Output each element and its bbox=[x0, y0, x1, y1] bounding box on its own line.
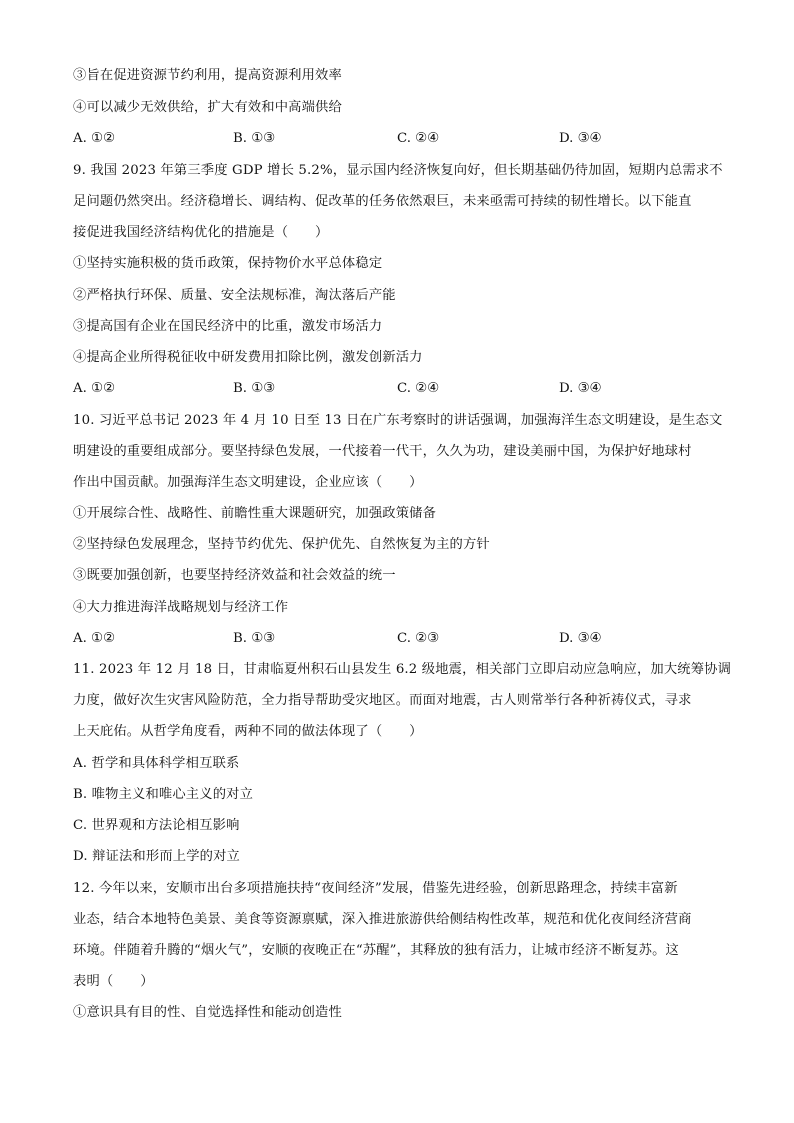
text-line: ③旨在促进资源节约利用，提高资源利用效率 bbox=[73, 68, 342, 83]
text-line: 表明（ ） bbox=[73, 974, 154, 989]
text-line: 作出中国贡献。加强海洋生态文明建设，企业应该（ ） bbox=[73, 475, 423, 490]
text-line: ③既要加强创新，也要坚持经济效益和社会效益的统一 bbox=[73, 568, 396, 583]
text-line: A. 哲学和具体科学相互联系 bbox=[73, 756, 240, 771]
answer-option: B. ①③ bbox=[233, 381, 276, 396]
text-line: 力度，做好次生灾害风险防范，全力指导帮助受灾地区。而面对地震，古人则常举行各种祈祷仪式，寻求 bbox=[73, 693, 692, 708]
text-line: 业态，结合本地特色美景、美食等资源禀赋，深入推进旅游供给侧结构性改革，规范和优化夜间经济营商 bbox=[73, 912, 692, 927]
text-line: 接促进我国经济结构优化的措施是（ ） bbox=[73, 225, 329, 240]
text-line: ①意识具有目的性、自觉选择性和能动创造性 bbox=[73, 1005, 342, 1020]
text-line: 明建设的重要组成部分。要坚持绿色发展，一代接着一代干，久久为功，建设美丽中国，为保护好地球村 bbox=[73, 444, 692, 459]
text-line: ①开展综合性、战略性、前瞻性重大课题研究，加强政策储备 bbox=[73, 506, 437, 521]
answer-options bbox=[73, 630, 723, 648]
answer-option: B. ①③ bbox=[233, 131, 276, 146]
text-line: 足问题仍然突出。经济稳增长、调结构、促改革的任务依然艰巨，未来亟需可持续的韧性增长。以下能直 bbox=[73, 194, 692, 209]
text-line: 12. 今年以来，安顺市出台多项措施扶持“夜间经济”发展，借鉴先进经验，创新思路理念，持续丰富新 bbox=[73, 881, 678, 896]
answer-option: C. ②③ bbox=[397, 631, 439, 646]
text-line: ④可以减少无效供给，扩大有效和中高端供给 bbox=[73, 100, 342, 115]
text-line: 11. 2023 年 12 月 18 日，甘肃临夏州积石山县发生 6.2 级地震，相关部门立即启动应急响应，加大统筹协调 bbox=[73, 662, 732, 677]
answer-option: C. ②④ bbox=[397, 381, 439, 396]
text-line: ④提高企业所得税征收中研发费用扣除比例，激发创新活力 bbox=[73, 350, 423, 365]
text-line: C. 世界观和方法论相互影响 bbox=[73, 818, 240, 833]
text-line: 10. 习近平总书记 2023 年 4 月 10 日至 13 日在广东考察时的讲话强调，加强海洋生态文明建设，是生态文 bbox=[73, 413, 723, 428]
text-line: 环境。伴随着升腾的“烟火气”，安顺的夜晚正在“苏醒”，其释放的独有活力，让城市经济不断复苏。这 bbox=[73, 943, 680, 958]
answer-option: A. ①② bbox=[73, 131, 115, 146]
answer-option: A. ①② bbox=[73, 631, 115, 646]
text-line: ③提高国有企业在国民经济中的比重，激发市场活力 bbox=[73, 319, 383, 334]
text-line: ①坚持实施积极的货币政策，保持物价水平总体稳定 bbox=[73, 256, 383, 271]
answer-option: B. ①③ bbox=[233, 631, 276, 646]
answer-options bbox=[73, 130, 723, 148]
answer-option: D. ③④ bbox=[559, 381, 602, 396]
answer-option: D. ③④ bbox=[559, 131, 602, 146]
answer-option: C. ②④ bbox=[397, 131, 439, 146]
answer-option: D. ③④ bbox=[559, 631, 602, 646]
answer-options bbox=[73, 380, 723, 398]
answer-option: A. ①② bbox=[73, 381, 115, 396]
text-line: D. 辩证法和形而上学的对立 bbox=[73, 849, 241, 864]
text-line: B. 唯物主义和唯心主义的对立 bbox=[73, 787, 254, 802]
text-line: 上天庇佑。从哲学角度看，两种不同的做法体现了（ ） bbox=[73, 724, 423, 739]
text-line: 9. 我国 2023 年第三季度 GDP 增长 5.2%，显示国内经济恢复向好，但长期基础仍待加固，短期内总需求不 bbox=[73, 163, 723, 178]
text-line: ④大力推进海洋战略规划与经济工作 bbox=[73, 600, 289, 615]
text-line: ②严格执行环保、质量、安全法规标准，淘汰落后产能 bbox=[73, 288, 396, 303]
text-line: ②坚持绿色发展理念，坚持节约优先、保护优先、自然恢复为主的方针 bbox=[73, 537, 490, 552]
